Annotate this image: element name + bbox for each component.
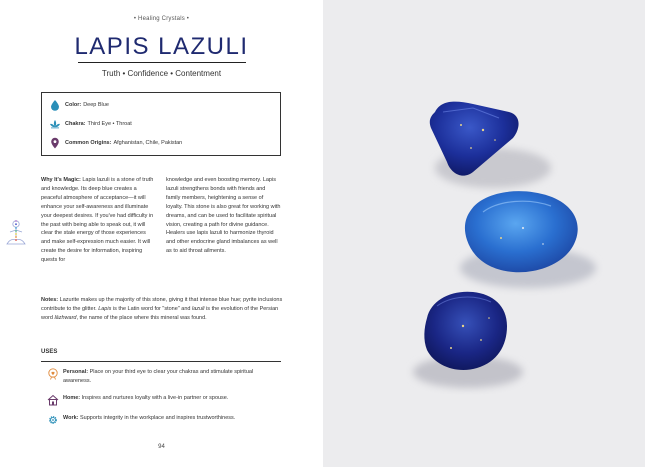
meditating-figure-icon [4,218,28,250]
work-text: Supports integrity in the workplace and inspires trustworthiness. [80,415,236,421]
page-subtitle: Truth • Confidence • Contentment [101,69,222,78]
map-pin-icon [49,137,61,149]
origins-label: Common Origins: [65,140,112,146]
personal-text-block [63,368,281,386]
notes-text-3: is the evolution of the Persian word [41,305,279,321]
chakra-label: Chakra: [65,121,86,127]
personal-text: Place on your third eye to clear your chakras and stimulate spiritual awareness. [63,369,254,384]
color-label: Color: [65,102,82,108]
uses-divider [41,361,281,362]
color-value: Deep Blue [83,102,109,108]
uses-heading: USES [41,349,58,355]
page-number: 94 [158,444,165,450]
chakra-value: Third Eye • Throat [87,121,132,127]
notes-text-4: , the name of the place where this mineral was found. [76,314,207,321]
info-box [41,92,281,156]
notes-paragraph [41,296,283,323]
use-home [47,394,281,406]
right-page-photo [323,0,645,467]
personal-label: Personal: [63,369,89,375]
magic-column-left [41,176,155,265]
notes-italic-persian: lāzhward [54,314,77,321]
page-title: LAPIS LAZULI [74,33,249,60]
water-drop-icon [49,99,61,111]
work-label: Work: [63,415,79,421]
info-row-color [49,97,109,113]
use-personal [47,368,281,386]
gear-icon [47,414,59,426]
work-text-block [63,414,235,423]
info-row-origins [49,135,182,151]
magic-text-right: knowledge and even boosting memory. Lapis lazuli strengthens bonds with friends and family members, heightening a sense of loyalty. This stone is also great for working with dreams, and can be used to facilitate spiritual vision, creating a path for divine guidance. Healers use lapis lazuli to harmonize thyroid and other endocrine gland imbalances as well as to aid throat ailments. [166,177,281,255]
notes-italic-lapis: Lapis [98,305,112,312]
info-row-chakra [49,116,132,132]
lotus-icon [49,118,61,130]
notes-italic-lazuli: lazuli [192,305,205,312]
title-divider [78,62,246,63]
person-heart-icon [47,368,59,380]
notes-label: Notes: [41,297,59,303]
magic-label: Why It's Magic: [41,177,81,183]
magic-column-right [166,176,281,256]
lapis-stones-photo [323,0,645,467]
home-text-block [63,394,228,403]
home-label: Home: [63,395,81,401]
origins-value: Afghanistan, Chile, Pakistan [113,140,183,146]
use-work [47,414,281,426]
notes-text-1: Lazurite makes up the majority of this stone, giving it that intense blue hue; pyrite inclusions contribute to the glitter. [41,297,283,312]
home-text: Inspires and nurtures loyalty with a live-in partner or spouse. [81,395,229,401]
magic-text-left: Lapis lazuli is a stone of truth and knowledge. Its deep blue creates a peaceful atmosphere of acceptance—it will enhance your self-awareness and illuminate your deepest desires. If you've had difficulty in the past with being able to speak out, it will clear the stale energy of those experiences and make self-expression much easier. It will create the desire for information, inspiring quests for [41,177,154,264]
notes-text-2: is the Latin word for "stone" and [111,305,192,312]
house-icon [47,394,59,406]
section-kicker: • Healing Crystals • [133,16,190,22]
